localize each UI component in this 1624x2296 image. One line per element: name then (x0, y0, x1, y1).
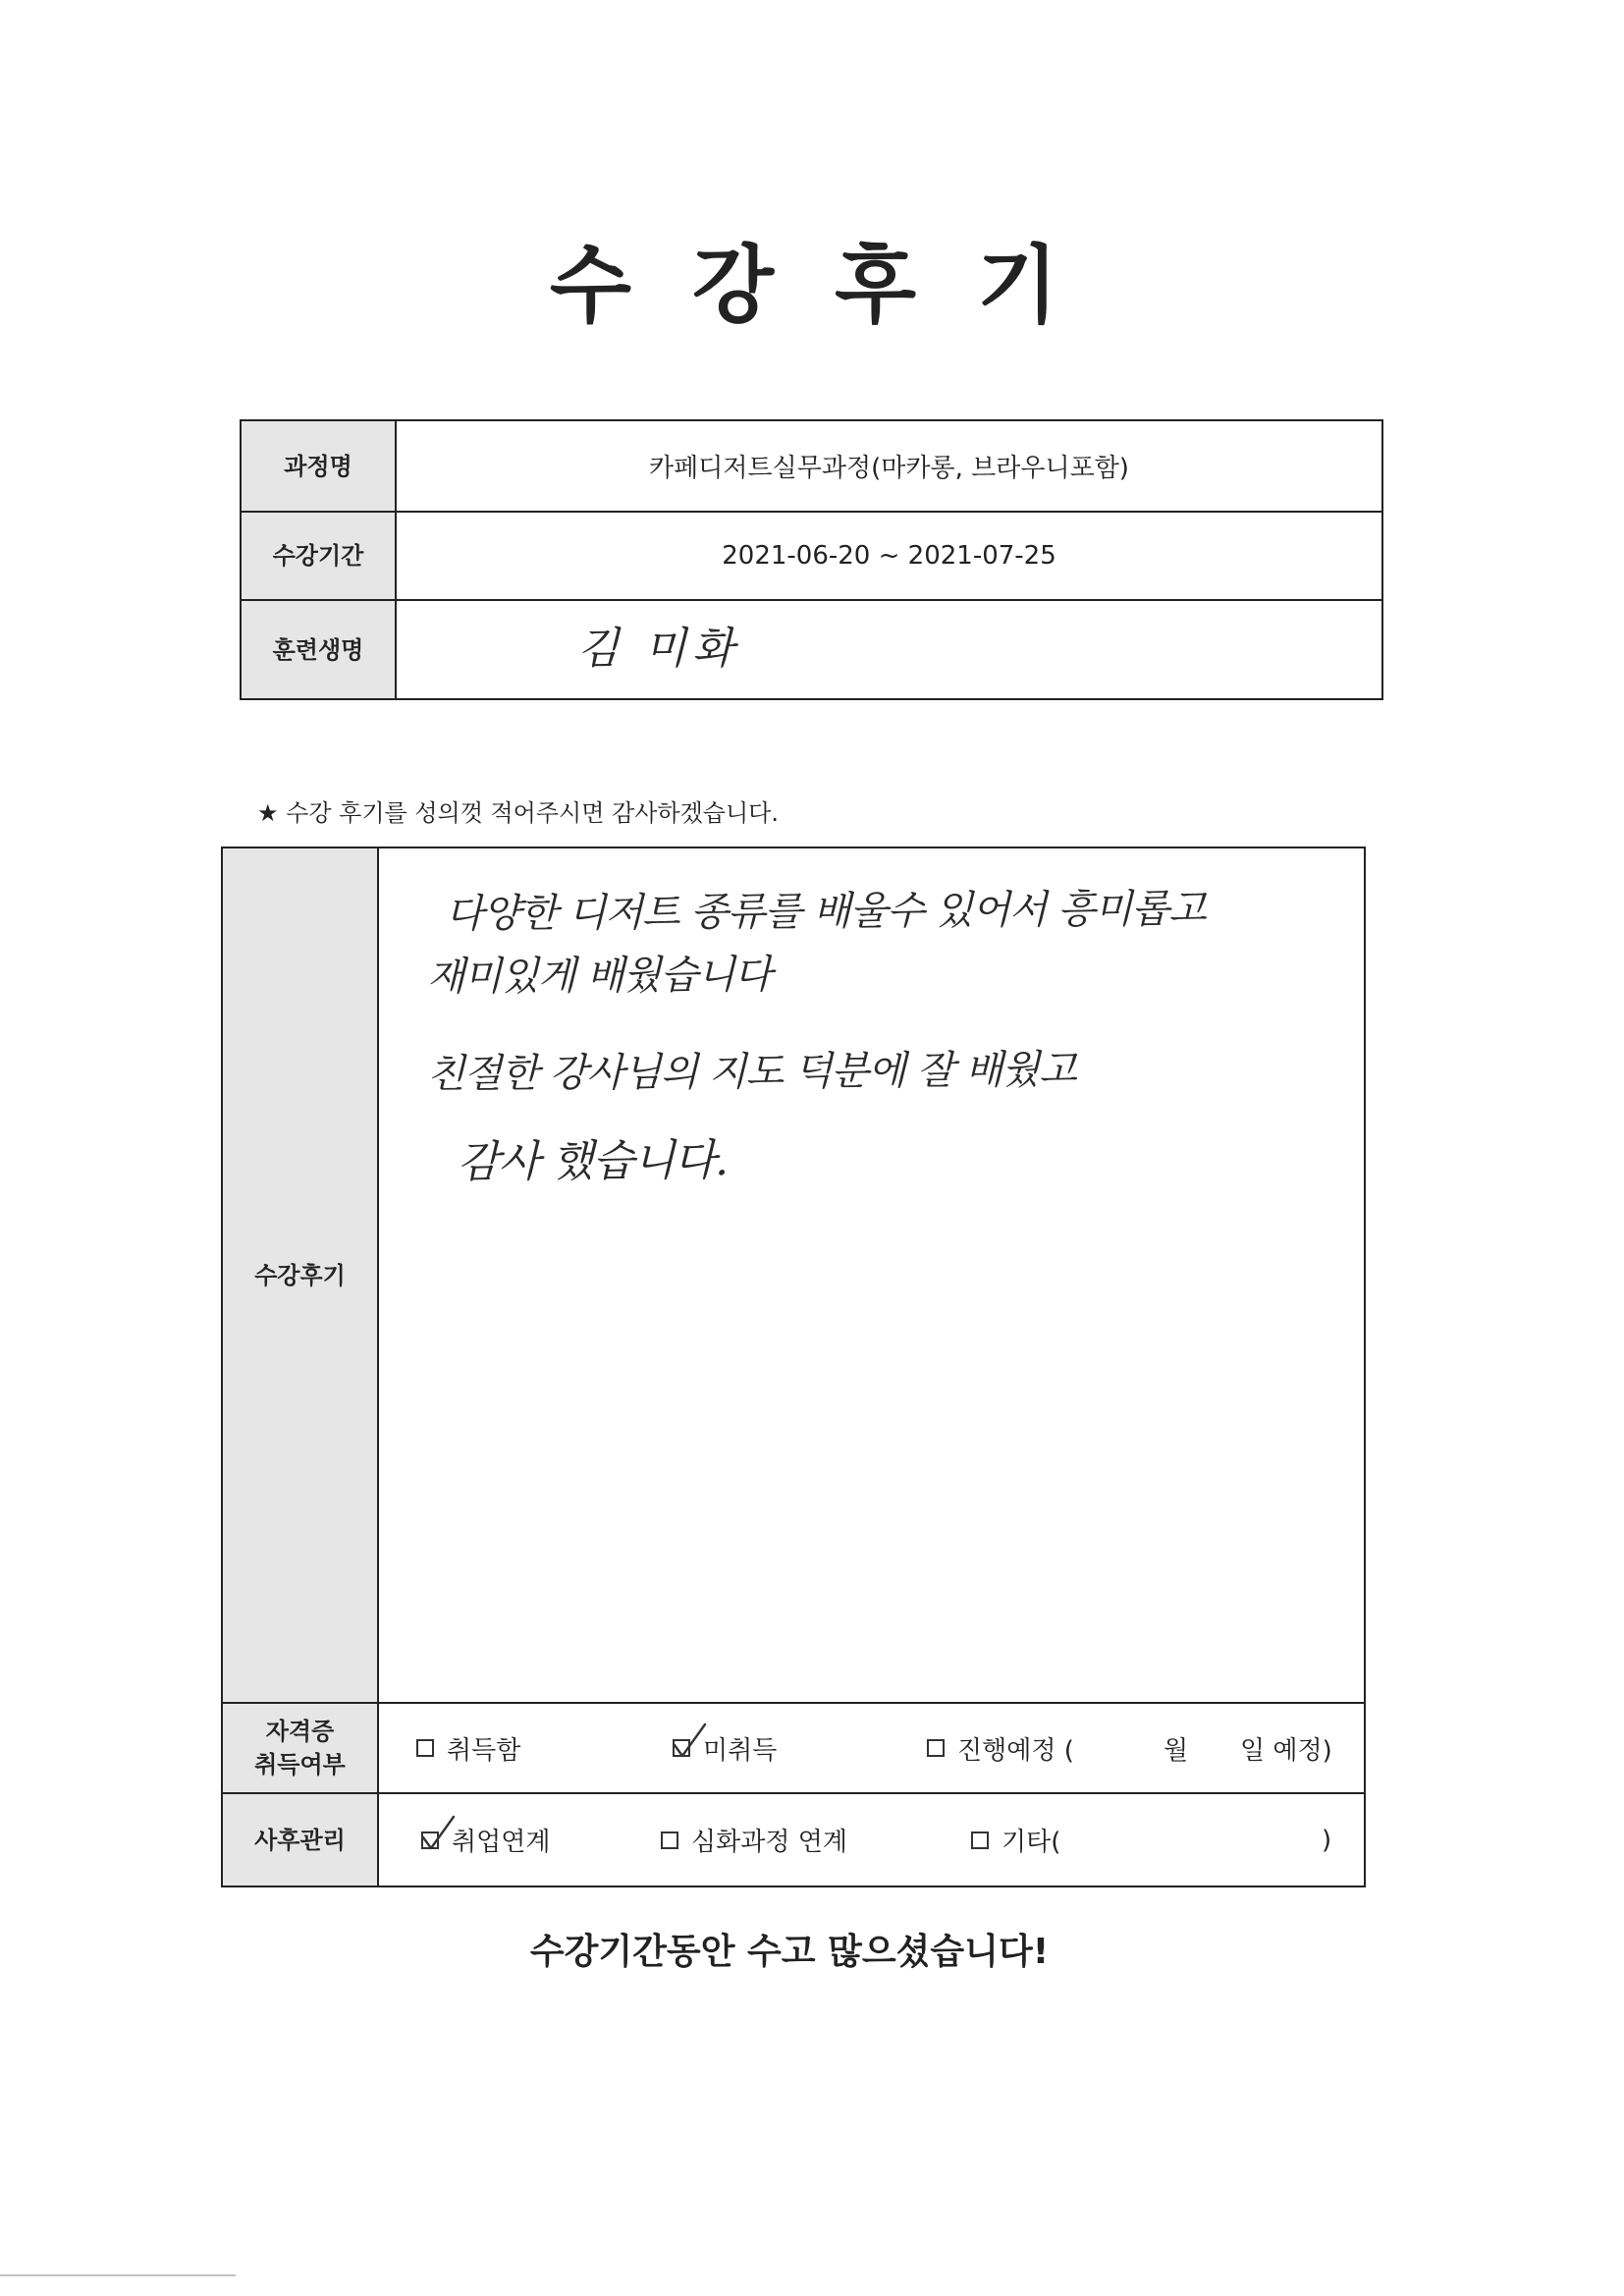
review-table (221, 847, 1366, 1887)
other-close-paren: ) (1322, 1825, 1332, 1855)
checkbox-icon (971, 1831, 989, 1849)
option-label: 심화과정 연계 (691, 1828, 847, 1857)
certificate-option-not-acquired (673, 1704, 777, 1792)
follow-up-options (379, 1794, 1364, 1886)
certificate-label (223, 1704, 379, 1792)
review-label: 수강후기 (223, 848, 379, 1702)
checkbox-icon (927, 1739, 945, 1757)
option-label: 기타( (1001, 1828, 1061, 1857)
checkbox-icon (661, 1831, 678, 1849)
option-label: 진행예정 ( (957, 1735, 1074, 1766)
trainee-row (242, 601, 1381, 698)
notice-text: ★ 수강 후기를 성의껏 적어주시면 감사하겠습니다. (257, 799, 779, 827)
course-name-label: 과정명 (242, 421, 397, 511)
scan-edge-line (0, 2274, 236, 2276)
checkbox-icon (673, 1739, 690, 1757)
certificate-row (223, 1704, 1364, 1794)
review-line: 다양한 디저트 종류를 배울수 있어서 흥미롭고 (445, 886, 1206, 937)
follow-up-row (223, 1794, 1364, 1886)
review-line: 감사 했습니다. (457, 1135, 729, 1187)
document-title: 수 강 후 기 (549, 237, 1075, 335)
course-period-label: 수강기간 (242, 513, 397, 599)
follow-up-option-employment (421, 1794, 550, 1886)
course-name-row (242, 421, 1381, 513)
option-label: 미취득 (703, 1735, 778, 1766)
review-line: 친절한 강사님의 지도 덕분에 잘 배웠고 (426, 1047, 1076, 1097)
certificate-option-planned (927, 1704, 1074, 1792)
option-label: 취업연계 (452, 1828, 551, 1857)
certificate-option-acquired (416, 1704, 520, 1792)
follow-up-option-other (971, 1794, 1060, 1886)
review-body (379, 848, 1364, 1702)
course-info-table (240, 419, 1383, 700)
course-name-value: 카페디저트실무과정(마카롱, 브라우니포함) (649, 454, 1129, 483)
certificate-label-line2: 취득여부 (254, 1751, 346, 1778)
review-line: 재미있게 배웠습니다 (426, 952, 772, 1000)
planned-month-unit: 월 (1164, 1735, 1189, 1766)
option-label: 취득함 (447, 1735, 521, 1766)
planned-day-unit: 일 예정) (1240, 1735, 1332, 1766)
checkbox-icon (421, 1831, 439, 1849)
trainee-cell (397, 601, 1381, 698)
trainee-name-handwritten: 김 미화 (577, 624, 740, 674)
closing-message: 수강기간동안 수고 많으셨습니다! (529, 1932, 1050, 1972)
review-row (223, 848, 1364, 1704)
certificate-options (379, 1704, 1364, 1792)
course-period-row (242, 513, 1381, 601)
follow-up-option-advanced-course (661, 1794, 847, 1886)
trainee-label: 훈련생명 (242, 601, 397, 698)
checkbox-icon (416, 1739, 434, 1757)
follow-up-label: 사후관리 (223, 1794, 379, 1886)
certificate-label-line1: 자격증 (265, 1718, 335, 1745)
course-period-value: 2021-06-20 ~ 2021-07-25 (722, 541, 1056, 571)
